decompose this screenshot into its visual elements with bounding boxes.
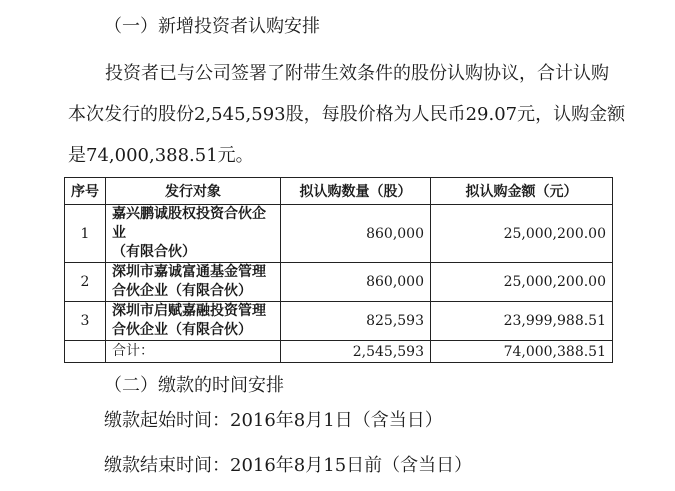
section-1-heading: （一）新增投资者认购安排 xyxy=(104,16,320,37)
paragraph-line-2: 本次发行的股份2,545,593股，每股价格为人民币29.07元，认购金额 xyxy=(68,104,626,125)
issuer-line-1: 深圳市嘉诚富通基金管理 xyxy=(112,264,266,280)
table-row xyxy=(65,263,613,302)
cell-issuer xyxy=(106,302,281,341)
cell-issuer xyxy=(106,263,281,302)
cell-shares: 860,000 xyxy=(281,205,431,263)
cell-amount: 25,000,200.00 xyxy=(431,205,613,263)
table-total-row xyxy=(65,341,613,363)
payment-start-time: 缴款起始时间：2016年8月1日（含当日） xyxy=(104,410,443,431)
header-issuer: 发行对象 xyxy=(106,178,281,205)
subscription-table-wrapper xyxy=(64,177,612,360)
issuer-line-2: 合伙企业（有限合伙） xyxy=(112,283,252,299)
table-header-row xyxy=(65,178,613,205)
paragraph-line-3: 是74,000,388.51元。 xyxy=(68,145,254,166)
header-amount: 拟认购金额（元） xyxy=(431,178,613,205)
table-row xyxy=(65,302,613,341)
cell-no: 1 xyxy=(65,205,106,263)
cell-issuer xyxy=(106,205,281,263)
table-row xyxy=(65,205,613,263)
cell-no: 3 xyxy=(65,302,106,341)
paragraph-line-1: 投资者已与公司签署了附带生效条件的股份认购协议，合计认购 xyxy=(105,63,609,84)
issuer-line-2: 合伙企业（有限合伙） xyxy=(112,322,252,338)
section-2-heading: （二）缴款的时间安排 xyxy=(104,375,284,396)
cell-total-shares: 2,545,593 xyxy=(281,341,431,363)
payment-end-time: 缴款结束时间：2016年8月15日前（含当日） xyxy=(104,455,473,476)
cell-total-label: 合计： xyxy=(106,341,281,363)
cell-amount: 25,000,200.00 xyxy=(431,263,613,302)
cell-total-amount: 74,000,388.51 xyxy=(431,341,613,363)
cell-no: 2 xyxy=(65,263,106,302)
issuer-line-1: 嘉兴鹏诚股权投资合伙企业 xyxy=(112,206,266,241)
header-no: 序号 xyxy=(65,178,106,205)
cell-amount: 23,999,988.51 xyxy=(431,302,613,341)
header-shares: 拟认购数量（股） xyxy=(281,178,431,205)
cell-shares: 825,593 xyxy=(281,302,431,341)
issuer-line-1: 深圳市启赋嘉融投资管理 xyxy=(112,303,266,319)
cell-shares: 860,000 xyxy=(281,263,431,302)
cell-total-no xyxy=(65,341,106,363)
issuer-line-2: （有限合伙） xyxy=(112,244,196,260)
subscription-table xyxy=(64,177,613,363)
